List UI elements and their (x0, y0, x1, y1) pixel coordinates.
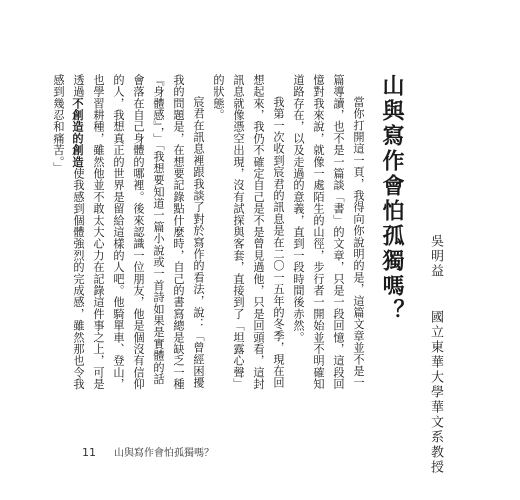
page-title: 山與寫作會怕孤獨嗎？ (379, 74, 405, 324)
page-footer (82, 444, 214, 459)
running-title: 山與寫作會怕孤獨嗎？ (114, 448, 214, 459)
author-affiliation: 國立東華大學華文系教授 (428, 310, 443, 475)
page-number: 11 (82, 446, 96, 459)
paragraph-text: 當你打開這一頁，我得向你說明的是，這篇文章並不是一篇導讀，也不是一篇談「書」的文章，只是一段回憶，這段回憶對我來說，就像一處陌生的山徑，步行者一開始並不明確知道路存在，以及走過的意義，直到一段時間後赤然。 (292, 74, 365, 390)
paragraph-text: 使我感到個體強烈的完成感，雖然那也令我感到幾忍和痛苦。」 (52, 74, 85, 390)
paragraph-text: 宸君在訊息裡跟我談了對於寫作的看法，說：「曾經困擾我的問題是，在想要記錄點什麼時，自己的書寫總是缺乏一種『身體感』，」「我想要知道一篇小說或一首詩如果是實體的話會落在自己身體的哪裡。後來認識一位朋友，他是個沒有信仰的人，我想真正的世界是留給這樣的人吧。他騎單車、登山，也學習耕種，雖然他並不敢太大心力在記錄這件事之上，可是透過 (72, 74, 205, 390)
author-byline (428, 234, 442, 475)
paragraph-text: 我第一次收到宸君的訊息是在二〇一五年的冬季，現在回想起來，我仍不確定自己是不是曾見過他，只是回頭看，這封訊息就像憑空出現，沒有試探與客套，直接到了「坦露心聲」的狀態。 (212, 74, 285, 390)
emphasis-text: 不創造的創造 (71, 97, 85, 168)
article-body (48, 74, 368, 394)
body-paragraph (48, 74, 208, 394)
body-paragraph (208, 74, 288, 394)
body-paragraph (288, 74, 368, 394)
author-name: 吳明益 (428, 234, 443, 279)
